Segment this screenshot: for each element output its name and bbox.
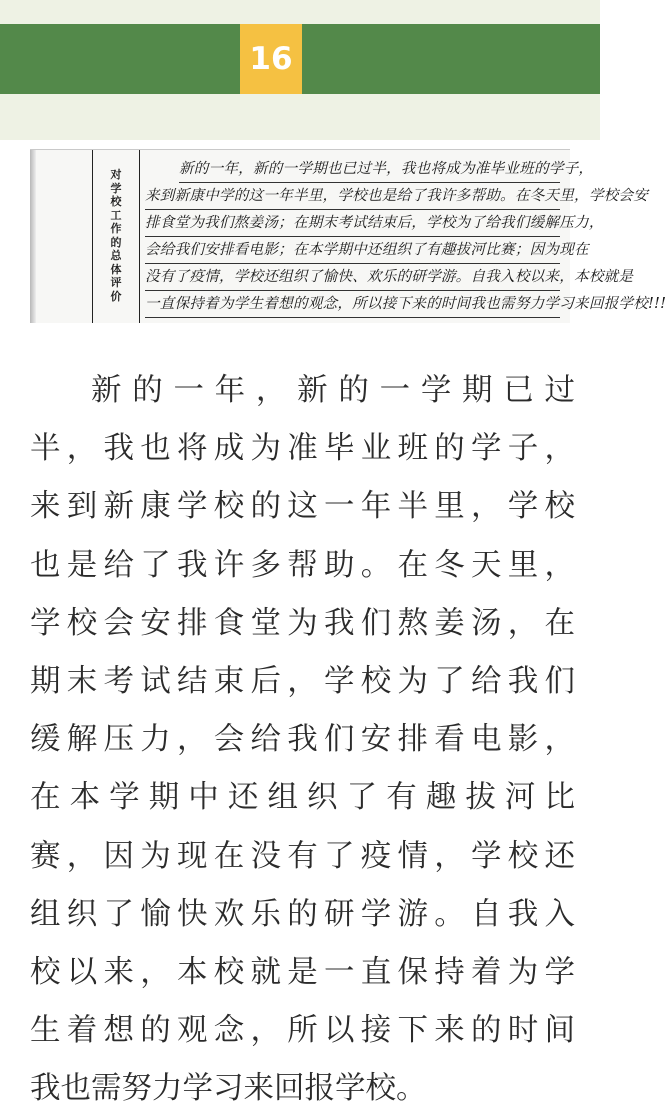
form-label-char: 工: [110, 208, 122, 222]
form-label-char: 总: [110, 249, 122, 262]
form-label-char: 的: [110, 235, 122, 249]
form-label-char: 评: [110, 276, 122, 289]
handwritten-line: 新的一年，新的一学期也已过半，我也将成为准毕业班的学子，: [179, 156, 560, 183]
handwritten-line: 排食堂为我们熬姜汤；在期末考试结束后，学校为了给我们缓解压力，: [145, 210, 560, 237]
form-label: [93, 168, 139, 303]
article-line: 生着想的观念，所以接下来的时间: [30, 1013, 575, 1049]
article-line: 学校会安排食堂为我们熬姜汤，在: [30, 605, 575, 641]
article-line: 新的一年，新的一学期已过: [91, 373, 575, 408]
form-label-column: [92, 150, 140, 323]
article-line: 赛，因为现在没有了疫情，学校还: [30, 838, 575, 874]
form-label-char: 价: [110, 289, 122, 303]
article-line: 组织了愉快欢乐的研学游。自我入: [30, 896, 575, 932]
page-number-badge: 16: [240, 24, 302, 94]
handwritten-text-area: [145, 150, 666, 323]
form-label-char: 作: [110, 222, 122, 235]
article-line: 半，我也将成为准毕业班的学子，: [30, 431, 575, 467]
form-label-char: 体: [110, 262, 122, 276]
handwritten-line: 会给我们安排看电影；在本学期中还组织了有趣拔河比赛；因为现在: [145, 237, 560, 264]
article-line: 校以来，本校就是一直保持着为学: [30, 954, 575, 990]
article-line: 期末考试结束后，学校为了给我们: [30, 663, 575, 699]
handwritten-line: 没有了疫情，学校还组织了愉快、欢乐的研学游。自我入校以来，本校就是: [145, 264, 560, 291]
article-body: [30, 362, 575, 1118]
form-label-char: 校: [110, 195, 122, 208]
article-line: 我也需努力学习来回报学校。: [30, 1071, 427, 1107]
handwritten-line: 来到新康中学的这一年半里，学校也是给了我许多帮助。在冬天里，学校会安: [145, 183, 560, 210]
form-label-char: 对: [110, 168, 122, 181]
photo-paper-edge: [30, 150, 36, 323]
handwritten-line: 一直保持着为学生着想的观念，所以接下来的时间我也需努力学习来回报学校!!!: [145, 291, 560, 318]
form-label-char: 学: [110, 181, 122, 195]
handwritten-form-photo: [30, 149, 666, 323]
article-line: 来到新康学校的这一年半里，学校: [30, 489, 575, 525]
article-line: 在本学期中还组织了有趣拔河比: [30, 780, 575, 816]
article-line: 缓解压力，会给我们安排看电影，: [30, 722, 575, 758]
article-line: 也是给了我许多帮助。在冬天里，: [30, 547, 575, 583]
